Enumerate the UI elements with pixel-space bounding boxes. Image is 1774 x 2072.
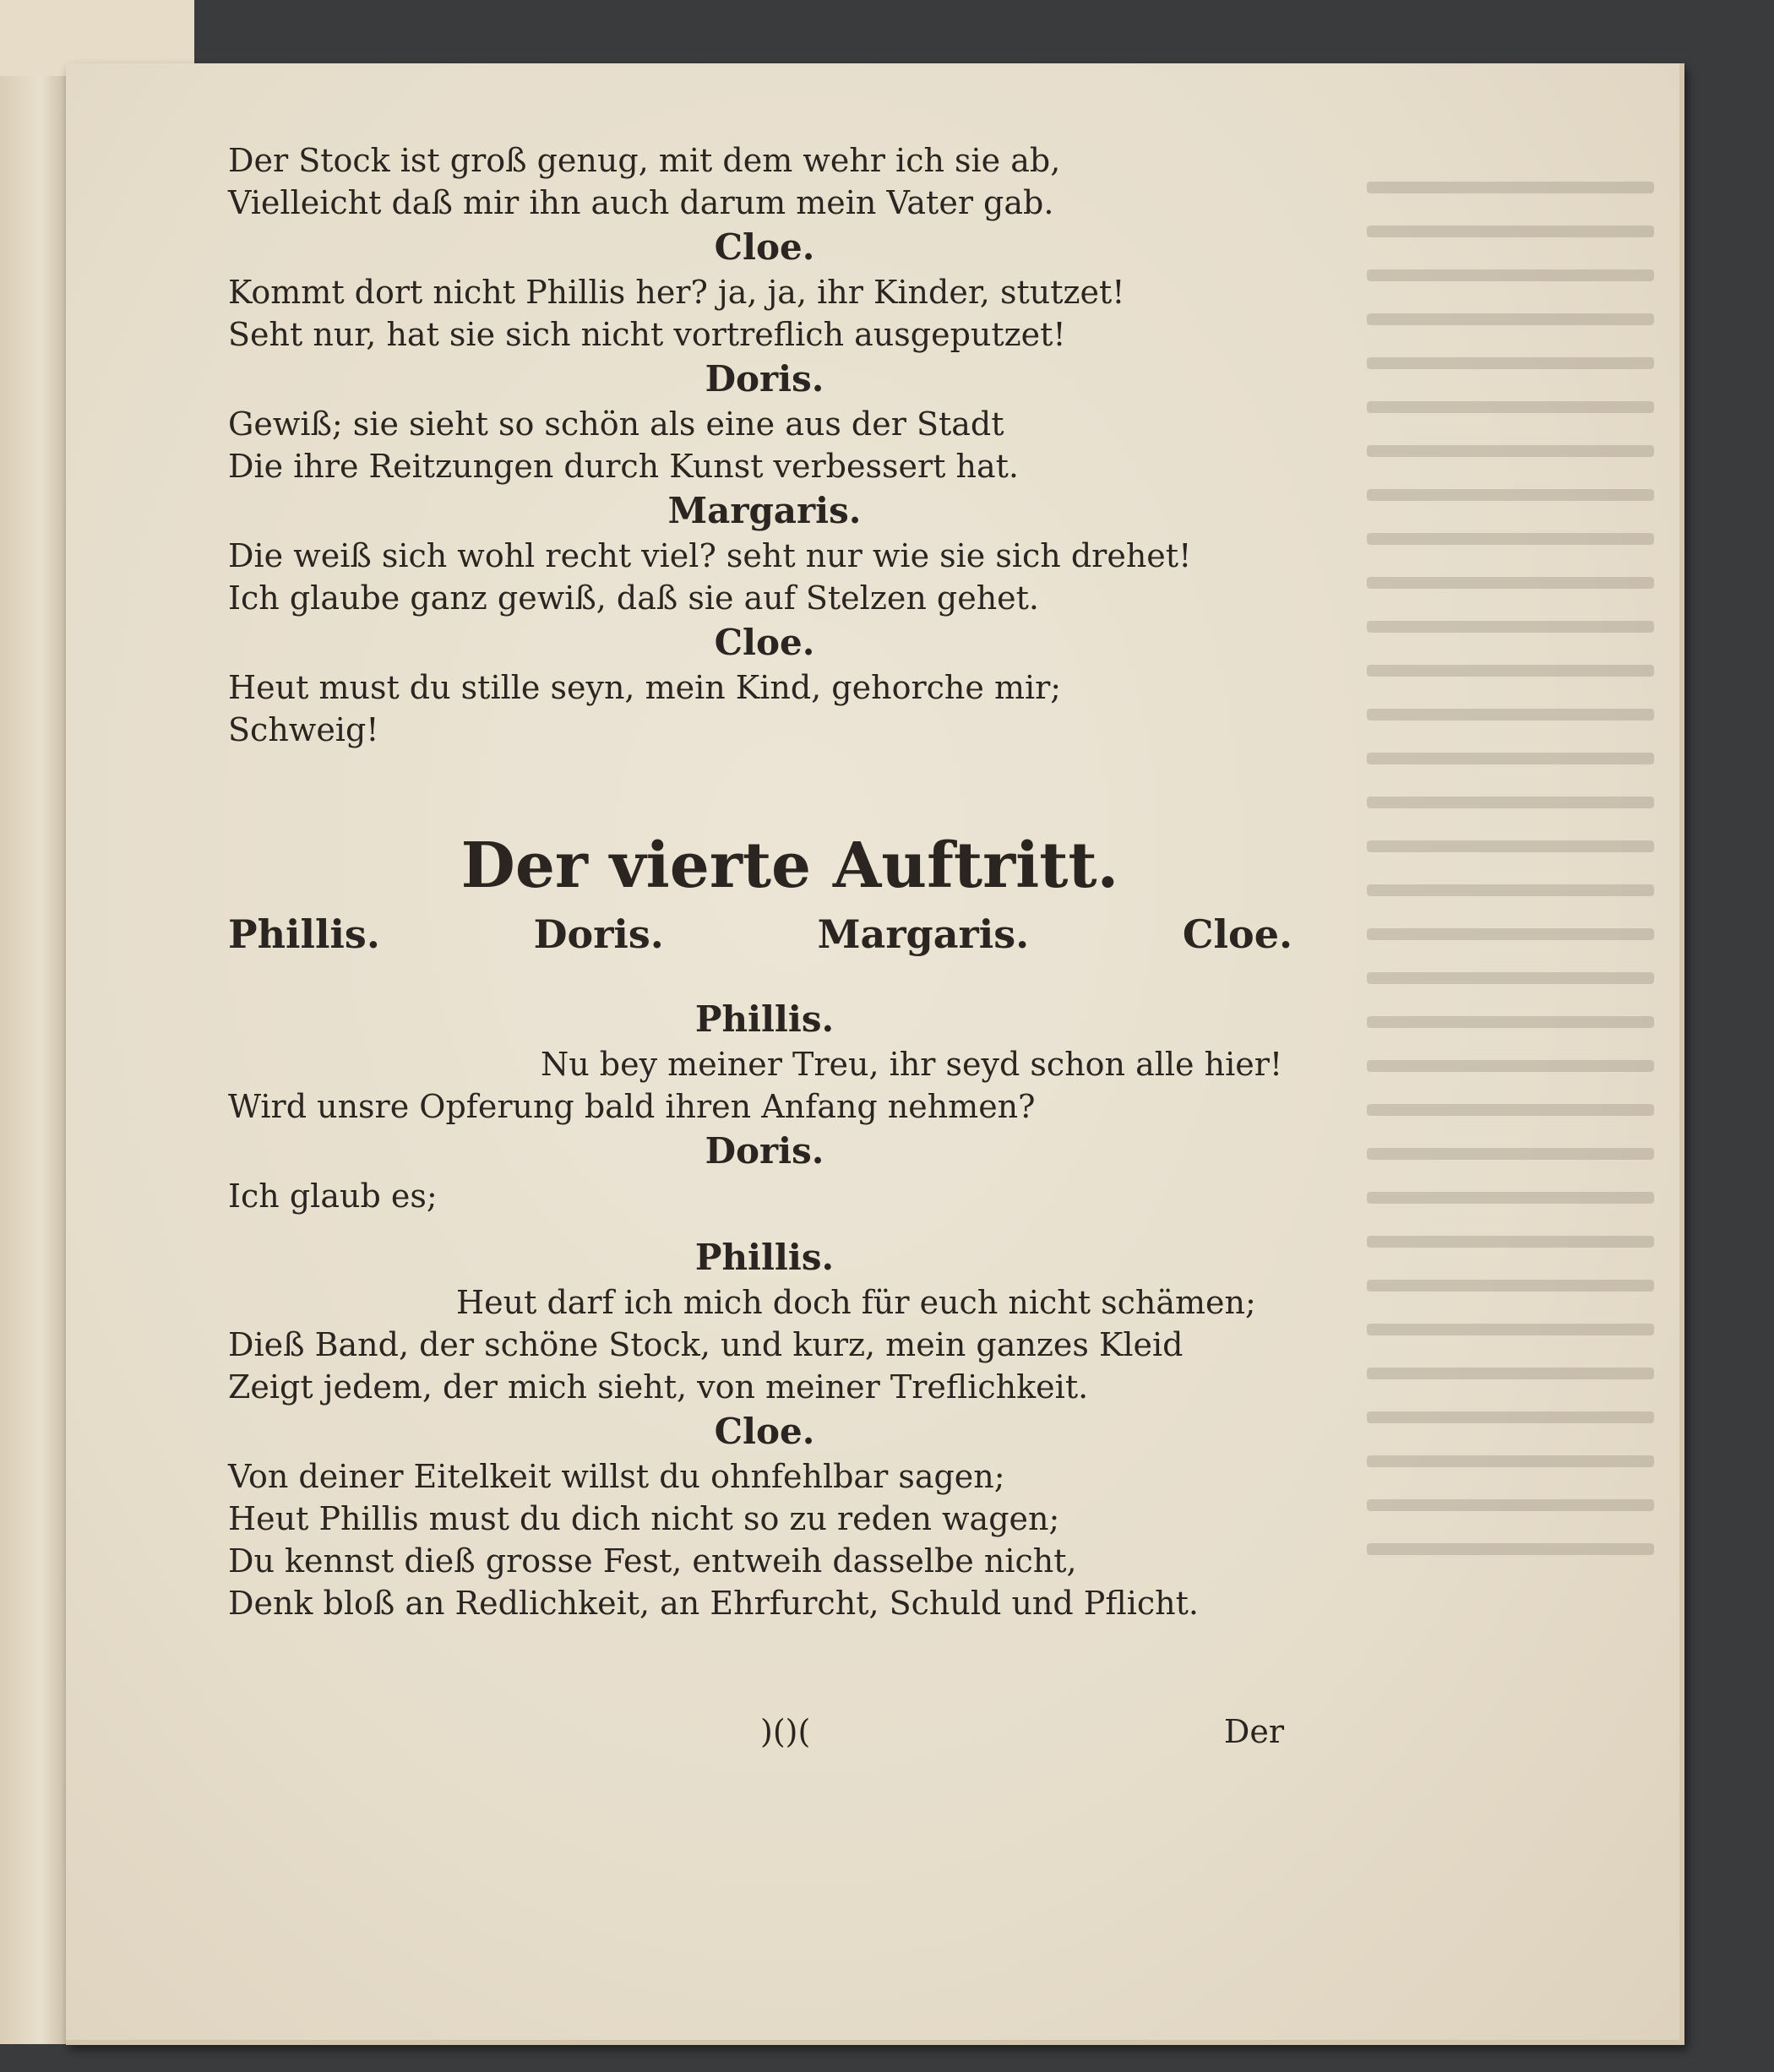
verse-line: Dieß Band, der schöne Stock, und kurz, mein ganzes Kleid xyxy=(228,1326,1184,1363)
speaker-heading: Doris. xyxy=(705,1130,824,1172)
bleed-through-shadow xyxy=(1367,182,1654,1786)
cast-member: Margaris. xyxy=(817,911,1030,957)
speaker-heading: Cloe. xyxy=(714,622,815,663)
speaker-heading: Cloe. xyxy=(714,1411,815,1452)
verse-line: Heut must du stille seyn, mein Kind, gehorche mir; xyxy=(228,669,1062,706)
verse-line: Vielleicht daß mir ihn auch darum mein Vater gab. xyxy=(228,184,1054,221)
verse-line: Gewiß; sie sieht so schön als eine aus der Stadt xyxy=(228,405,1004,443)
cast-list xyxy=(228,906,1301,962)
verse-line: Schweig! xyxy=(228,711,379,748)
verse-line: Du kennst dieß grosse Fest, entweih dasselbe nicht, xyxy=(228,1542,1077,1580)
verse-line: Der Stock ist groß genug, mit dem wehr ich sie ab, xyxy=(228,142,1061,179)
verse-line: Die weiß sich wohl recht viel? seht nur wie sie sich drehet! xyxy=(228,537,1192,574)
speaker-heading: Margaris. xyxy=(667,490,862,531)
page-text xyxy=(228,139,1301,1624)
verse-line: Seht nur, hat sie sich nicht vortreflich ausgeputzet! xyxy=(228,316,1066,353)
verse-line: Ich glaub es; xyxy=(228,1177,438,1215)
left-page-edge xyxy=(0,76,69,2044)
speaker-heading: Phillis. xyxy=(694,1237,835,1278)
speaker-heading: Phillis. xyxy=(694,998,835,1040)
cast-member: Cloe. xyxy=(1182,911,1292,957)
page-footer xyxy=(760,1713,1284,1750)
verse-line: Wird unsre Opferung bald ihren Anfang nehmen? xyxy=(228,1088,1036,1125)
verse-line: Denk bloß an Redlichkeit, an Ehrfurcht, Schuld und Pflicht. xyxy=(228,1585,1199,1622)
catchword: Der xyxy=(1223,1713,1284,1750)
verse-line: Ich glaube ganz gewiß, daß sie auf Stelzen gehet. xyxy=(228,579,1040,617)
verse-line: Nu bey meiner Treu, ihr seyd schon alle hier! xyxy=(541,1046,1283,1083)
signature-mark: )()( xyxy=(760,1713,811,1750)
speaker-heading: Doris. xyxy=(705,358,824,400)
verse-line: Heut Phillis must du dich nicht so zu reden wagen; xyxy=(228,1500,1060,1537)
verse-line: Von deiner Eitelkeit willst du ohnfehlbar sagen; xyxy=(228,1458,1005,1495)
verse-line: Heut darf ich mich doch für euch nicht schämen; xyxy=(456,1284,1256,1321)
cast-member: Doris. xyxy=(533,911,664,957)
cast-member: Phillis. xyxy=(228,911,380,957)
speaker-heading: Cloe. xyxy=(714,226,815,268)
verse-line: Zeigt jedem, der mich sieht, von meiner Treflichkeit. xyxy=(228,1368,1089,1406)
scene-title: Der vierte Auftritt. xyxy=(460,829,1119,902)
verse-line: Kommt dort nicht Phillis her? ja, ja, ihr Kinder, stutzet! xyxy=(228,274,1125,311)
verse-line: Die ihre Reitzungen durch Kunst verbessert hat. xyxy=(228,448,1019,485)
